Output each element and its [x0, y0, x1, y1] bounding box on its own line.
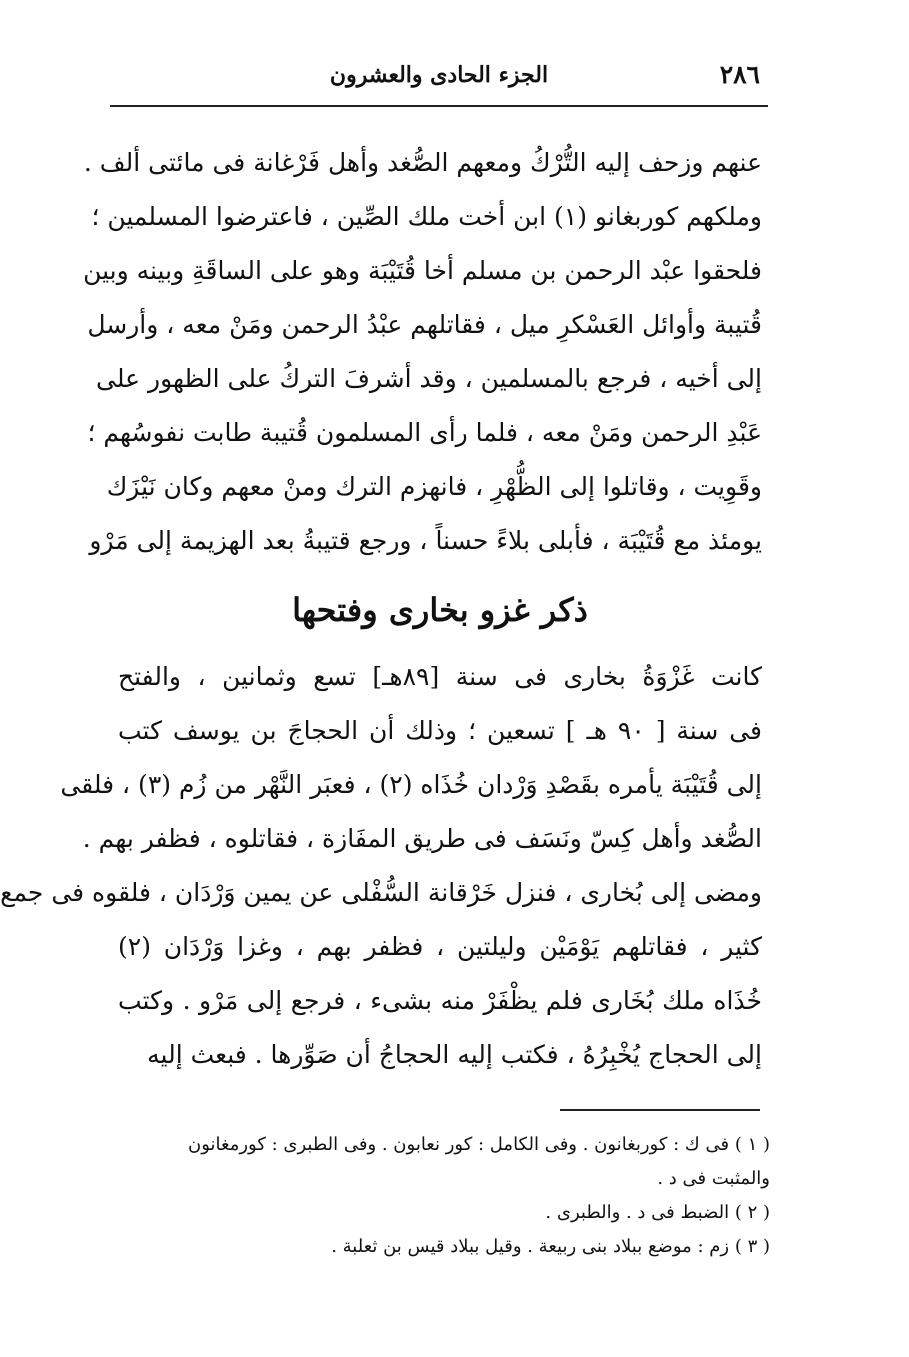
page-number: ٢٨٦ — [719, 60, 760, 89]
paragraph-2 — [0, 650, 762, 1082]
text-line: ومضى إلى بُخارى ، فنزل خَرْقانة السُّفْلى عن يمين وَرْدَان ، فلقوه فى جمع — [0, 878, 762, 907]
page-header — [110, 58, 768, 98]
footnotes — [118, 1128, 770, 1264]
text-line: كثير ، فقاتلهم يَوْمَيْن وليلتين ، فظفر بهم ، وغزا وَرْدَان (٢) — [118, 932, 762, 961]
text-line: عنهم وزحف إليه التُّرْكُ ومعهم الصُّغد وأهل فَرْغانة فى مائتى ألف . — [83, 148, 762, 177]
footnote-line: والمثبت فى د . — [657, 1168, 770, 1189]
text-line: فى سنة [ ٩٠ هـ ] تسعين ؛ وذلك أن الحجاجَ بن يوسف كتب — [118, 716, 762, 745]
footnote-line: ( ٣ ) زم : موضع ببلاد بنى ربيعة . وقيل ببلاد قيس بن ثعلبة . — [331, 1236, 770, 1257]
text-line: كانت غَزْوَةُ بخارى فى سنة [٨٩هـ] تسع وثمانين ، والفتح — [118, 662, 762, 691]
text-line: إلى الحجاج يُخْبِرُهُ ، فكتب إليه الحجاجُ أن صَوِّرها . فبعث إليه — [147, 1040, 762, 1069]
text-line: وقَوِيت ، وقاتلوا إلى الظُّهْرِ ، فانهزم الترك ومنْ معهم وكان نَيْزَك — [106, 472, 762, 501]
paragraph-1 — [83, 136, 762, 568]
footnote-line: ( ٢ ) الضبط فى د . والطبرى . — [545, 1202, 770, 1223]
header-rule — [110, 105, 768, 107]
text-line: قُتيبة وأوائل العَسْكرِ ميل ، فقاتلهم عبْدُ الرحمن ومَنْ معه ، وأرسل — [87, 310, 762, 339]
footnote-rule — [560, 1109, 760, 1111]
text-line: الصُّغد وأهل كِسّ ونَسَف فى طريق المفَازة ، فقاتلوه ، فظفر بهم . — [82, 824, 762, 853]
text-line: عَبْدِ الرحمن ومَنْ معه ، فلما رأى المسلمون قُتيبة طابت نفوسُهم ؛ — [87, 418, 762, 447]
text-line: يومئذ مع قُتَيْبَة ، فأبلى بلاءً حسناً ، ورجع قتيبةُ بعد الهزيمة إلى مَرْو — [89, 526, 762, 555]
text-line: وملكهم كوربغانو (١) ابن أخت ملك الصِّين ، فاعترضوا المسلمين ؛ — [91, 202, 762, 231]
text-line: إلى قُتَيْبَة يأمره بقَصْدِ وَرْدان خُذَاه (٢) ، فعبَر النَّهْر من زُم (٣) ، فلقى — [60, 770, 762, 799]
section-heading: ذكر غزو بخارى وفتحها — [292, 591, 588, 629]
running-title: الجزء الحادى والعشرون — [329, 62, 549, 88]
text-line: فلحقوا عبْد الرحمن بن مسلم أخا قُتَيْبَة وهو على الساقَةِ وبينه وبين — [83, 256, 762, 285]
text-line: خُذَاه ملك بُخَارى فلم يظْفَرْ منه بشىء ، فرجع إلى مَرْو . وكتب — [118, 986, 762, 1015]
text-line: إلى أخيه ، فرجع بالمسلمين ، وقد أشرفَ التركُ على الظهور على — [96, 364, 762, 393]
footnote-line: ( ١ ) فى ك : كوربغانون . وفى الكامل : كور نعابون . وفى الطبرى : كورمغانون — [188, 1134, 770, 1155]
